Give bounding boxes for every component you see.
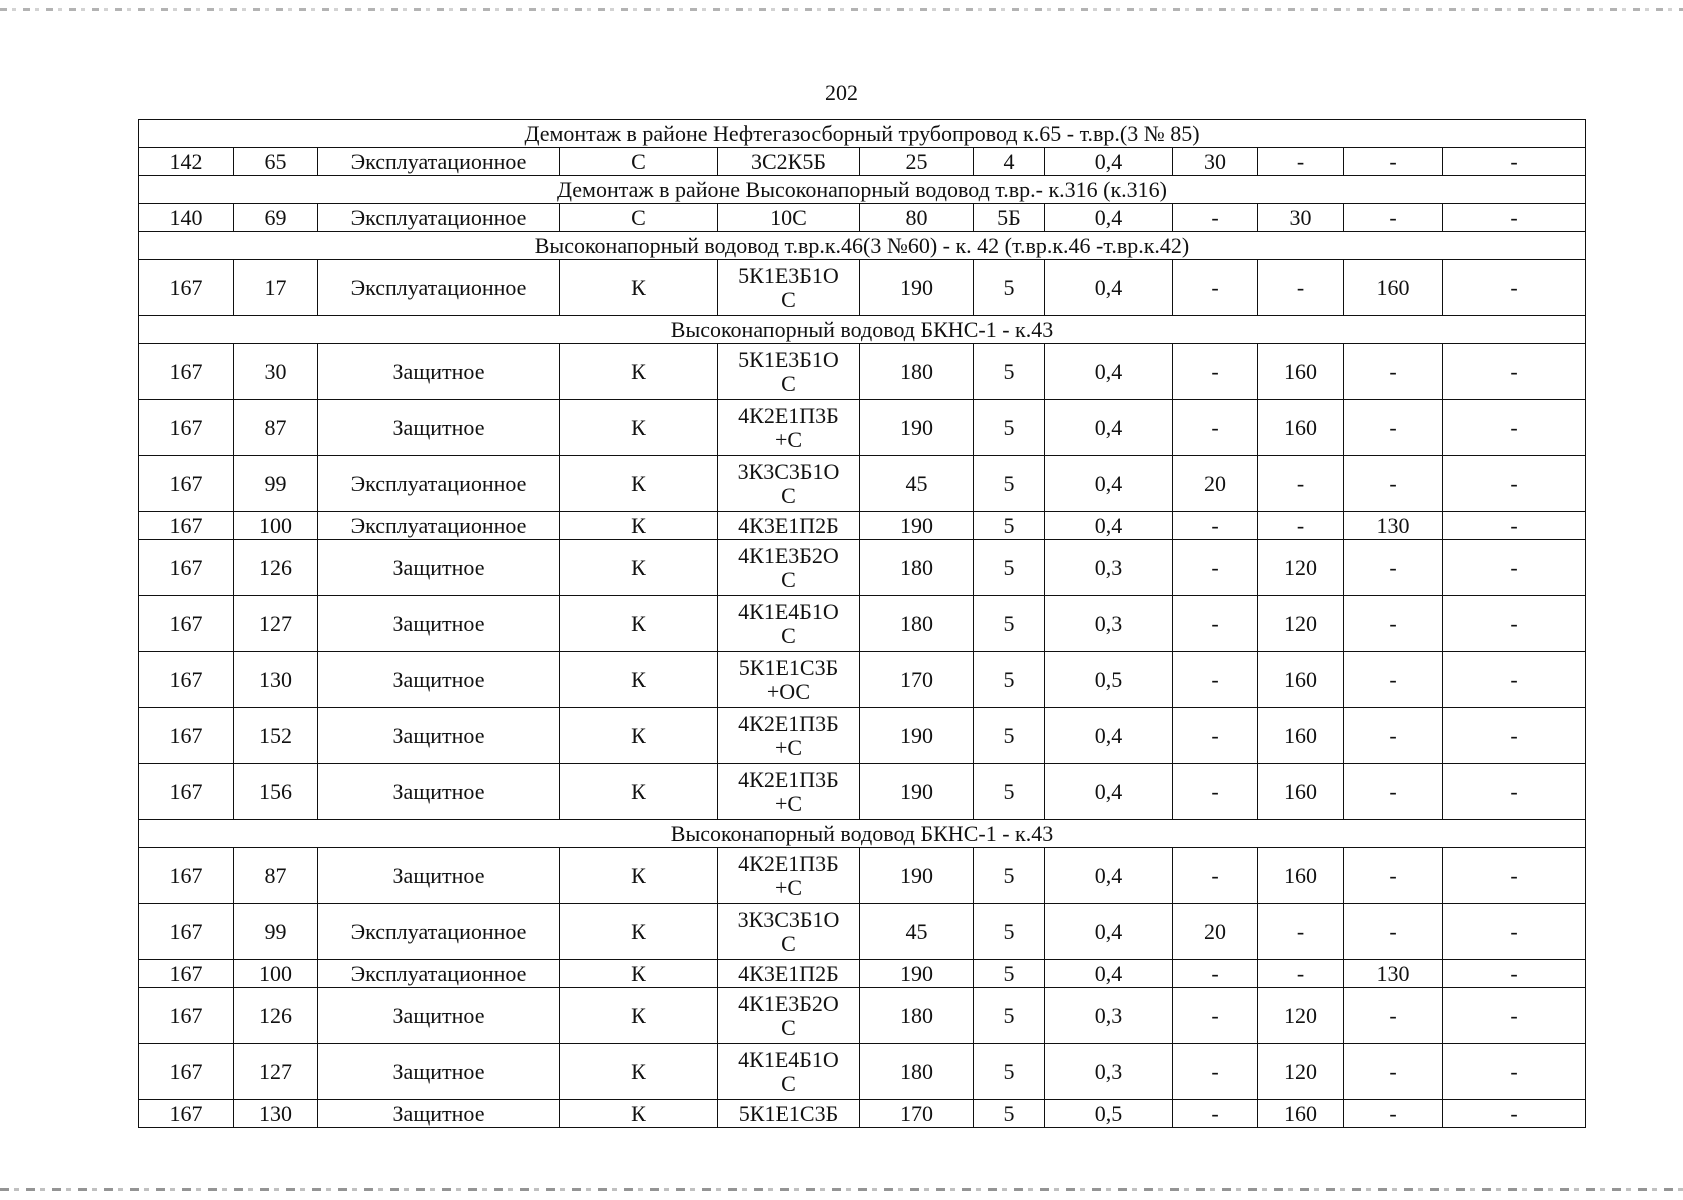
cell-age: 25 [860, 148, 974, 176]
cell-age: 180 [860, 344, 974, 400]
cell-category: Эксплуатационное [318, 904, 560, 960]
cell-category: Эксплуатационное [318, 260, 560, 316]
cell-col-c: 130 [1344, 960, 1443, 988]
cell-col-b: - [1258, 904, 1344, 960]
composition-code: 5К1Е1С3Б +ОС [738, 654, 839, 704]
cell-col-a: - [1173, 204, 1258, 232]
cell-density: 0,5 [1045, 1100, 1173, 1128]
cell-col-c: - [1344, 204, 1443, 232]
cell-species-group: К [560, 708, 718, 764]
cell-category: Эксплуатационное [318, 204, 560, 232]
table-row [139, 344, 1586, 400]
scan-edge-top [0, 8, 1683, 11]
cell-col-c: - [1344, 596, 1443, 652]
cell-plot: 87 [234, 400, 318, 456]
cell-col-c: - [1344, 148, 1443, 176]
cell-col-b: 120 [1258, 988, 1344, 1044]
cell-col-b: 30 [1258, 204, 1344, 232]
cell-site-class: 5 [974, 848, 1045, 904]
cell-quarter: 167 [139, 344, 234, 400]
section-title: Высоконапорный водовод т.вр.к.46(3 №60) - к. 42 (т.вр.к.46 -т.вр.к.42) [139, 232, 1586, 260]
composition-code: 5К1Е3Б1О С [738, 262, 839, 312]
cell-age: 190 [860, 960, 974, 988]
cell-col-c: - [1344, 708, 1443, 764]
cell-col-d: - [1443, 764, 1586, 820]
cell-col-b: - [1258, 512, 1344, 540]
cell-col-a: 20 [1173, 456, 1258, 512]
cell-quarter: 167 [139, 596, 234, 652]
cell-age: 180 [860, 596, 974, 652]
cell-density: 0,4 [1045, 708, 1173, 764]
cell-composition [718, 708, 860, 764]
composition-code: 4К1Е4Б1О С [738, 598, 839, 648]
cell-site-class: 5 [974, 596, 1045, 652]
cell-col-d: - [1443, 988, 1586, 1044]
cell-col-c: - [1344, 764, 1443, 820]
cell-plot: 17 [234, 260, 318, 316]
cell-col-a: - [1173, 1100, 1258, 1128]
cell-age: 190 [860, 260, 974, 316]
cell-density: 0,4 [1045, 512, 1173, 540]
cell-plot: 130 [234, 1100, 318, 1128]
table-row [139, 148, 1586, 176]
cell-col-a: - [1173, 596, 1258, 652]
table-row [139, 708, 1586, 764]
cell-density: 0,4 [1045, 904, 1173, 960]
cell-col-a: - [1173, 344, 1258, 400]
cell-quarter: 140 [139, 204, 234, 232]
cell-col-d: - [1443, 456, 1586, 512]
cell-col-a: - [1173, 260, 1258, 316]
table-row [139, 848, 1586, 904]
section-title: Высоконапорный водовод БКНС-1 - к.43 [139, 820, 1586, 848]
cell-category: Защитное [318, 596, 560, 652]
cell-density: 0,4 [1045, 764, 1173, 820]
cell-col-d: - [1443, 260, 1586, 316]
cell-age: 170 [860, 1100, 974, 1128]
cell-age: 180 [860, 988, 974, 1044]
cell-plot: 65 [234, 148, 318, 176]
cell-col-c: - [1344, 848, 1443, 904]
cell-composition: 5К1Е1С3Б [718, 1100, 860, 1128]
cell-col-b: - [1258, 960, 1344, 988]
composition-code: 4К2Е1П3Б +С [738, 402, 839, 452]
cell-category: Защитное [318, 400, 560, 456]
cell-col-a: - [1173, 764, 1258, 820]
cell-col-c: - [1344, 988, 1443, 1044]
section-title: Демонтаж в районе Нефтегазосборный трубопровод к.65 - т.вр.(3 № 85) [139, 120, 1586, 148]
composition-code: 4К1Е3Б2О С [738, 542, 839, 592]
cell-quarter: 167 [139, 904, 234, 960]
cell-col-c: 160 [1344, 260, 1443, 316]
cell-species-group: К [560, 456, 718, 512]
cell-col-a: 20 [1173, 904, 1258, 960]
cell-col-d: - [1443, 1044, 1586, 1100]
cell-composition [718, 652, 860, 708]
cell-composition: 4К3Е1П2Б [718, 512, 860, 540]
cell-species-group: К [560, 904, 718, 960]
cell-quarter: 167 [139, 400, 234, 456]
cell-composition: 4К3Е1П2Б [718, 960, 860, 988]
cell-density: 0,3 [1045, 596, 1173, 652]
cell-species-group: К [560, 540, 718, 596]
cell-col-b: 160 [1258, 344, 1344, 400]
cell-plot: 156 [234, 764, 318, 820]
cell-col-b: 120 [1258, 1044, 1344, 1100]
cell-age: 190 [860, 764, 974, 820]
cell-species-group: С [560, 148, 718, 176]
cell-col-d: - [1443, 1100, 1586, 1128]
cell-quarter: 167 [139, 540, 234, 596]
cell-site-class: 5 [974, 456, 1045, 512]
scan-edge-bottom [0, 1188, 1683, 1191]
cell-species-group: К [560, 652, 718, 708]
cell-site-class: 5Б [974, 204, 1045, 232]
cell-category: Эксплуатационное [318, 512, 560, 540]
composition-code: 4К1Е4Б1О С [738, 1046, 839, 1096]
table-row [139, 596, 1586, 652]
cell-site-class: 4 [974, 148, 1045, 176]
cell-age: 180 [860, 540, 974, 596]
cell-site-class: 5 [974, 988, 1045, 1044]
cell-composition [718, 260, 860, 316]
section-title: Высоконапорный водовод БКНС-1 - к.43 [139, 316, 1586, 344]
cell-plot: 69 [234, 204, 318, 232]
cell-quarter: 167 [139, 848, 234, 904]
cell-age: 45 [860, 904, 974, 960]
cell-composition [718, 764, 860, 820]
cell-density: 0,3 [1045, 540, 1173, 596]
cell-density: 0,4 [1045, 344, 1173, 400]
cell-col-c: - [1344, 904, 1443, 960]
cell-age: 80 [860, 204, 974, 232]
cell-composition [718, 344, 860, 400]
cell-quarter: 167 [139, 960, 234, 988]
cell-age: 190 [860, 848, 974, 904]
cell-species-group: К [560, 260, 718, 316]
table-row [139, 960, 1586, 988]
cell-composition [718, 540, 860, 596]
cell-age: 170 [860, 652, 974, 708]
cell-plot: 130 [234, 652, 318, 708]
table-row [139, 764, 1586, 820]
cell-col-c: 130 [1344, 512, 1443, 540]
cell-col-a: - [1173, 540, 1258, 596]
table-row [139, 988, 1586, 1044]
cell-col-b: 120 [1258, 596, 1344, 652]
table-row [139, 260, 1586, 316]
cell-col-c: - [1344, 1044, 1443, 1100]
cell-col-a: - [1173, 708, 1258, 764]
cell-plot: 152 [234, 708, 318, 764]
cell-col-b: 160 [1258, 1100, 1344, 1128]
cell-composition [718, 904, 860, 960]
cell-col-a: - [1173, 512, 1258, 540]
cell-col-a: - [1173, 988, 1258, 1044]
cell-col-b: - [1258, 148, 1344, 176]
section-header-row [139, 316, 1586, 344]
section-header-row [139, 176, 1586, 204]
cell-quarter: 167 [139, 456, 234, 512]
cell-col-b: 160 [1258, 764, 1344, 820]
cell-composition [718, 596, 860, 652]
cell-density: 0,3 [1045, 988, 1173, 1044]
cell-col-d: - [1443, 400, 1586, 456]
cell-age: 190 [860, 708, 974, 764]
cell-category: Защитное [318, 988, 560, 1044]
cell-density: 0,4 [1045, 960, 1173, 988]
cell-col-d: - [1443, 652, 1586, 708]
cell-col-d: - [1443, 540, 1586, 596]
cell-plot: 87 [234, 848, 318, 904]
section-header-row [139, 120, 1586, 148]
cell-col-d: - [1443, 344, 1586, 400]
cell-quarter: 167 [139, 1100, 234, 1128]
cell-quarter: 167 [139, 988, 234, 1044]
cell-species-group: К [560, 960, 718, 988]
cell-site-class: 5 [974, 904, 1045, 960]
cell-quarter: 167 [139, 1044, 234, 1100]
table-row [139, 400, 1586, 456]
cell-quarter: 167 [139, 652, 234, 708]
cell-category: Защитное [318, 764, 560, 820]
cell-col-b: 160 [1258, 848, 1344, 904]
table-row [139, 1100, 1586, 1128]
cell-col-b: 160 [1258, 708, 1344, 764]
page-number: 202 [825, 80, 858, 105]
cell-col-c: - [1344, 1100, 1443, 1128]
cell-col-a: 30 [1173, 148, 1258, 176]
cell-site-class: 5 [974, 1100, 1045, 1128]
cell-col-c: - [1344, 344, 1443, 400]
cell-site-class: 5 [974, 960, 1045, 988]
cell-category: Эксплуатационное [318, 148, 560, 176]
section-header-row [139, 232, 1586, 260]
cell-density: 0,3 [1045, 1044, 1173, 1100]
cell-species-group: К [560, 764, 718, 820]
cell-composition [718, 400, 860, 456]
cell-col-a: - [1173, 1044, 1258, 1100]
cell-category: Защитное [318, 848, 560, 904]
cell-density: 0,4 [1045, 848, 1173, 904]
cell-species-group: К [560, 988, 718, 1044]
cell-composition [718, 456, 860, 512]
table-row [139, 904, 1586, 960]
cell-category: Защитное [318, 1044, 560, 1100]
table-row [139, 456, 1586, 512]
cell-density: 0,4 [1045, 148, 1173, 176]
cell-col-c: - [1344, 652, 1443, 708]
forest-inventory-table [138, 119, 1586, 1128]
cell-density: 0,4 [1045, 456, 1173, 512]
cell-col-d: - [1443, 904, 1586, 960]
cell-site-class: 5 [974, 1044, 1045, 1100]
cell-species-group: К [560, 344, 718, 400]
table-row [139, 512, 1586, 540]
section-header-row [139, 820, 1586, 848]
cell-plot: 99 [234, 904, 318, 960]
cell-category: Защитное [318, 540, 560, 596]
cell-quarter: 167 [139, 260, 234, 316]
cell-species-group: К [560, 512, 718, 540]
section-title: Демонтаж в районе Высоконапорный водовод т.вр.- к.316 (к.316) [139, 176, 1586, 204]
cell-quarter: 167 [139, 512, 234, 540]
cell-species-group: К [560, 400, 718, 456]
cell-species-group: К [560, 1100, 718, 1128]
cell-composition: 3С2К5Б [718, 148, 860, 176]
table-row [139, 540, 1586, 596]
cell-category: Защитное [318, 652, 560, 708]
cell-species-group: К [560, 1044, 718, 1100]
table-row [139, 1044, 1586, 1100]
cell-col-d: - [1443, 148, 1586, 176]
cell-quarter: 167 [139, 764, 234, 820]
cell-species-group: К [560, 596, 718, 652]
cell-plot: 30 [234, 344, 318, 400]
cell-col-d: - [1443, 512, 1586, 540]
cell-col-b: - [1258, 456, 1344, 512]
cell-site-class: 5 [974, 344, 1045, 400]
cell-category: Защитное [318, 708, 560, 764]
cell-col-d: - [1443, 848, 1586, 904]
cell-category: Защитное [318, 1100, 560, 1128]
cell-plot: 100 [234, 512, 318, 540]
cell-site-class: 5 [974, 512, 1045, 540]
composition-code: 4К1Е3Б2О С [738, 990, 839, 1040]
cell-density: 0,4 [1045, 260, 1173, 316]
cell-plot: 100 [234, 960, 318, 988]
composition-code: 4К2Е1П3Б +С [738, 710, 839, 760]
cell-plot: 99 [234, 456, 318, 512]
cell-category: Эксплуатационное [318, 456, 560, 512]
cell-site-class: 5 [974, 260, 1045, 316]
cell-density: 0,4 [1045, 204, 1173, 232]
cell-density: 0,4 [1045, 400, 1173, 456]
cell-col-d: - [1443, 708, 1586, 764]
composition-code: 4К2Е1П3Б +С [738, 850, 839, 900]
cell-site-class: 5 [974, 400, 1045, 456]
cell-col-b: - [1258, 260, 1344, 316]
composition-code: 3К3С3Б1О С [737, 906, 840, 956]
cell-col-d: - [1443, 596, 1586, 652]
cell-col-a: - [1173, 848, 1258, 904]
cell-col-d: - [1443, 960, 1586, 988]
cell-col-a: - [1173, 400, 1258, 456]
cell-plot: 126 [234, 988, 318, 1044]
cell-plot: 126 [234, 540, 318, 596]
cell-site-class: 5 [974, 708, 1045, 764]
table-row [139, 204, 1586, 232]
composition-code: 4К2Е1П3Б +С [738, 766, 839, 816]
cell-species-group: С [560, 204, 718, 232]
cell-site-class: 5 [974, 652, 1045, 708]
cell-age: 190 [860, 400, 974, 456]
cell-species-group: К [560, 848, 718, 904]
cell-age: 180 [860, 1044, 974, 1100]
cell-density: 0,5 [1045, 652, 1173, 708]
cell-composition [718, 848, 860, 904]
cell-col-b: 160 [1258, 652, 1344, 708]
cell-col-c: - [1344, 456, 1443, 512]
cell-col-a: - [1173, 652, 1258, 708]
composition-code: 3К3С3Б1О С [737, 458, 840, 508]
cell-col-c: - [1344, 540, 1443, 596]
cell-age: 190 [860, 512, 974, 540]
cell-site-class: 5 [974, 764, 1045, 820]
cell-col-b: 120 [1258, 540, 1344, 596]
cell-plot: 127 [234, 596, 318, 652]
cell-col-a: - [1173, 960, 1258, 988]
composition-code: 5К1Е3Б1О С [738, 346, 839, 396]
table-row [139, 652, 1586, 708]
cell-age: 45 [860, 456, 974, 512]
cell-quarter: 142 [139, 148, 234, 176]
cell-col-b: 160 [1258, 400, 1344, 456]
cell-quarter: 167 [139, 708, 234, 764]
cell-col-c: - [1344, 400, 1443, 456]
cell-col-d: - [1443, 204, 1586, 232]
cell-category: Эксплуатационное [318, 960, 560, 988]
cell-composition [718, 1044, 860, 1100]
cell-plot: 127 [234, 1044, 318, 1100]
cell-composition: 10С [718, 204, 860, 232]
cell-site-class: 5 [974, 540, 1045, 596]
cell-composition [718, 988, 860, 1044]
cell-category: Защитное [318, 344, 560, 400]
